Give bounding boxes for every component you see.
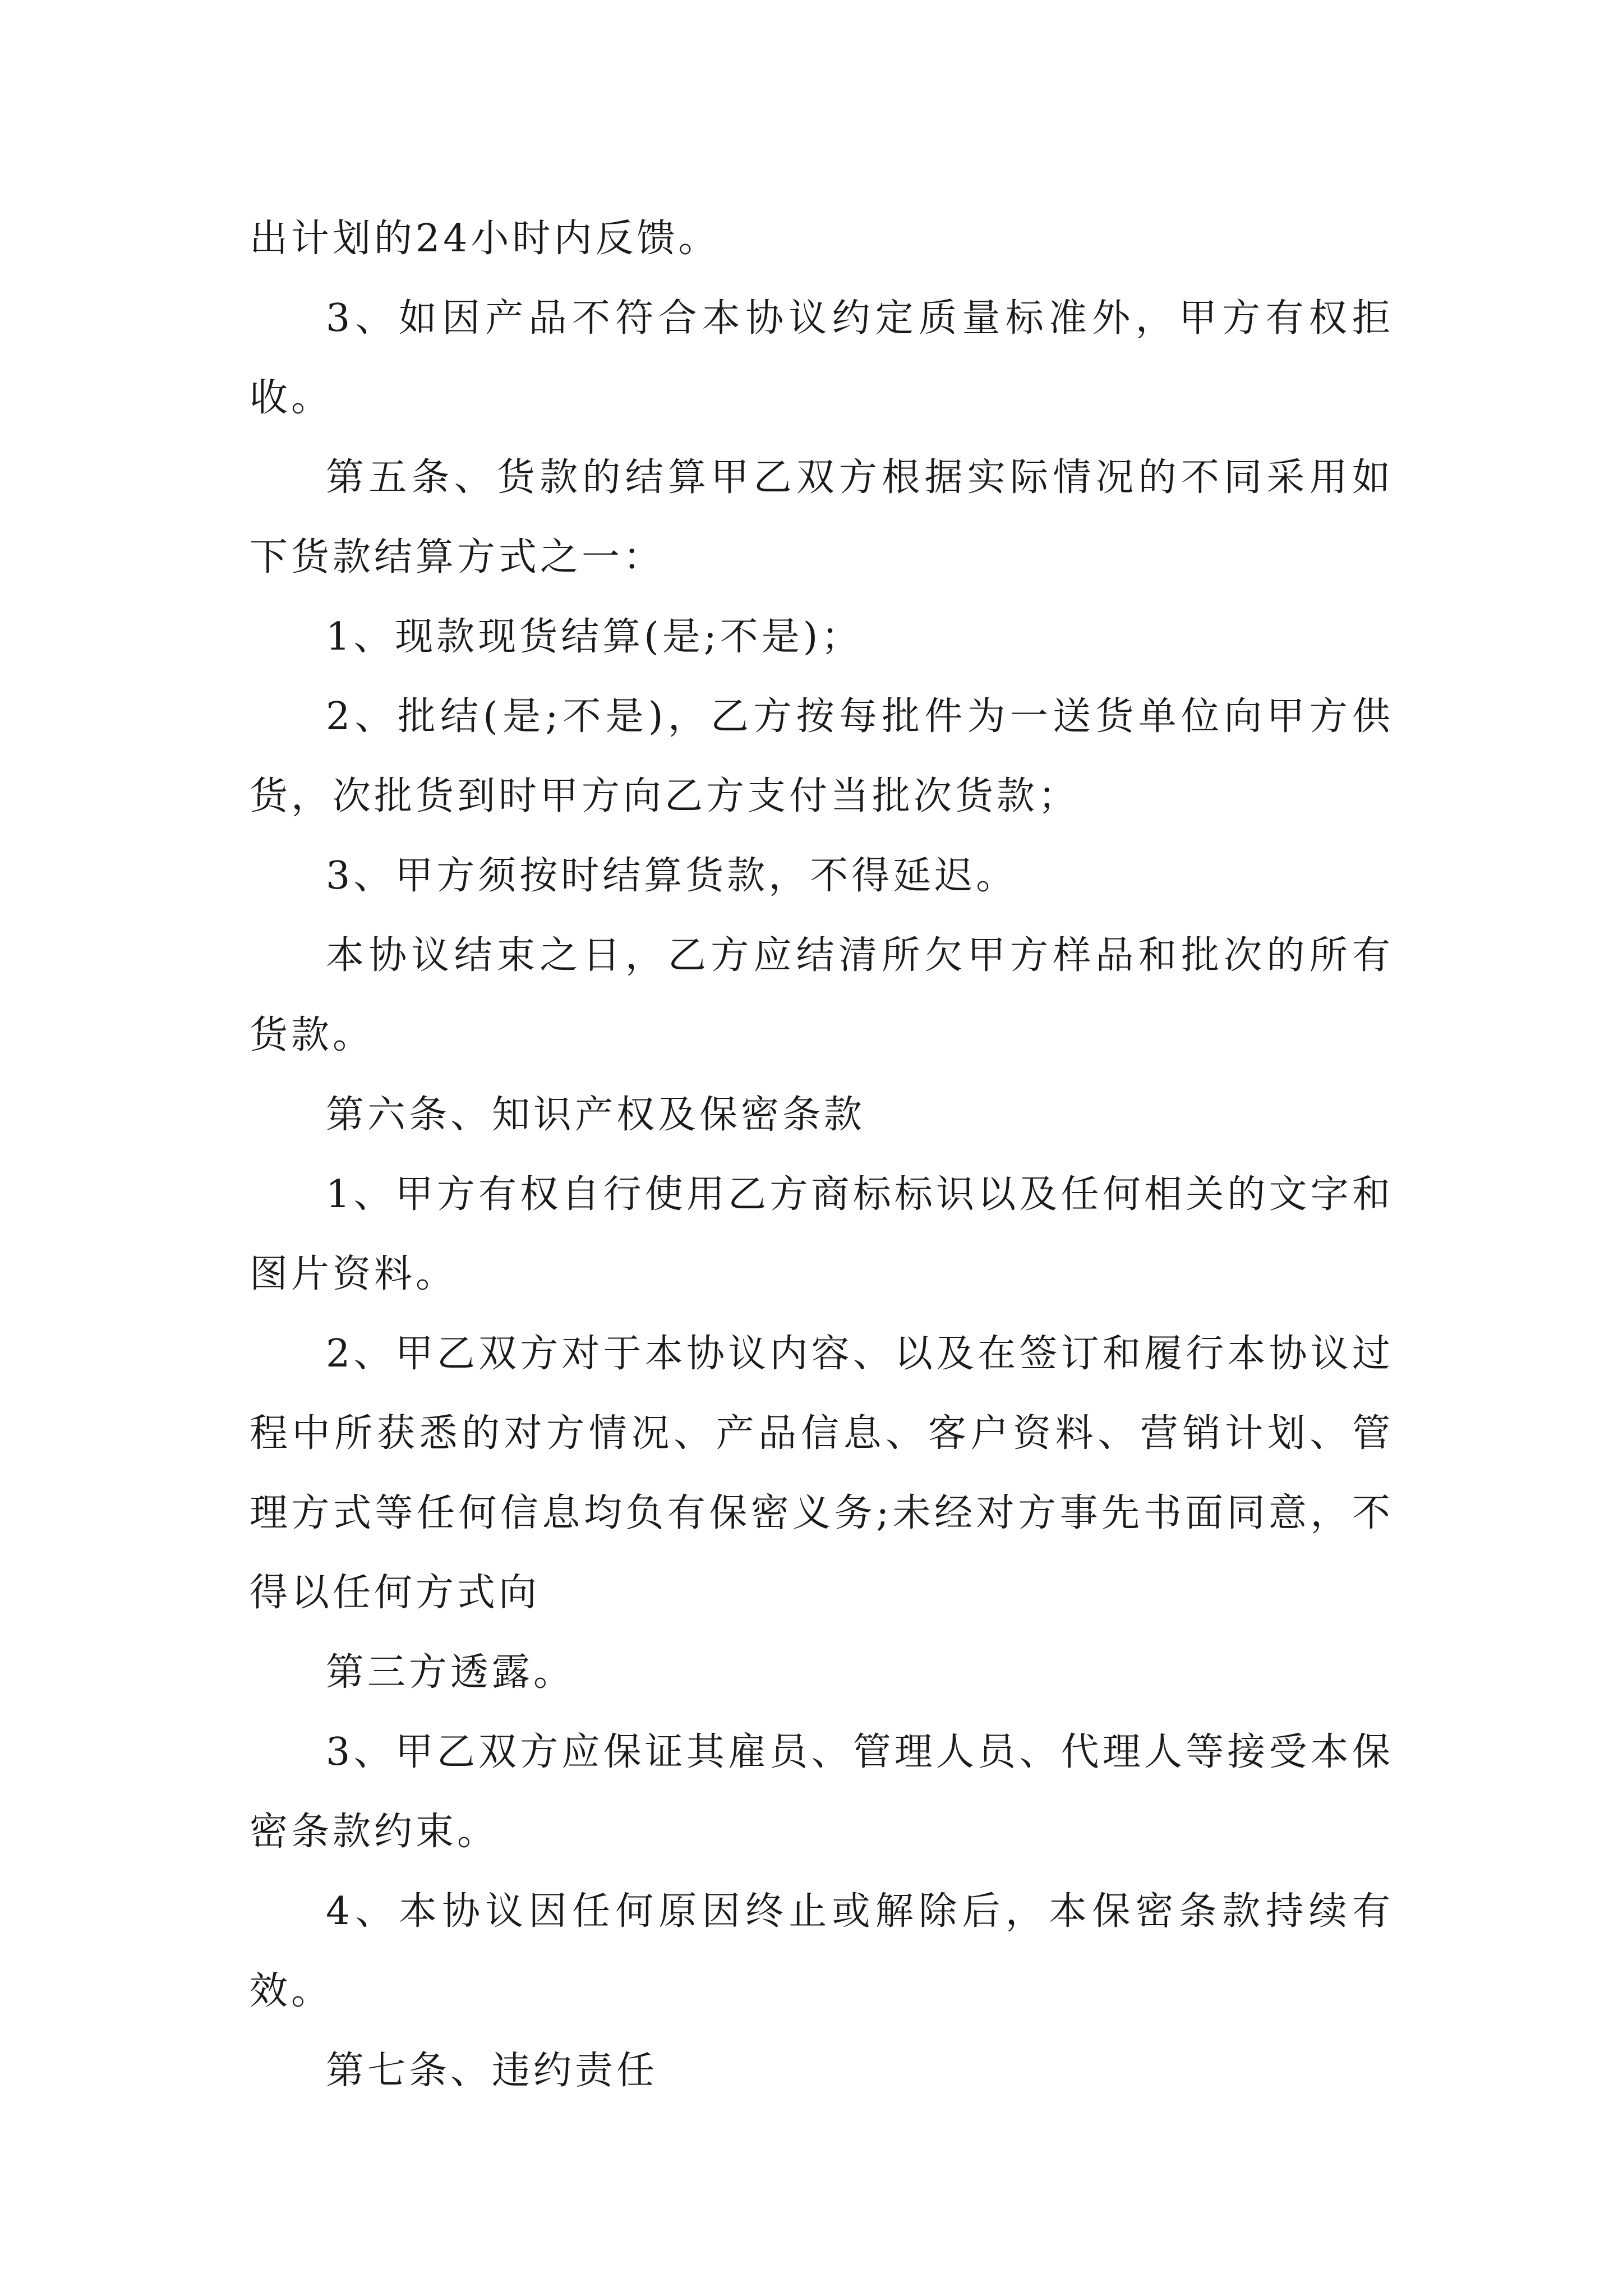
paragraph-third-party: 第三方透露。 — [326, 1650, 575, 1695]
paragraph-survival-clause: 4、本协议因任何原因终止或解除后，本保密条款持续有效。 — [250, 1889, 1394, 2013]
paragraph-trademark-use: 1、甲方有权自行使用乙方商标标识以及任何相关的文字和图片资料。 — [250, 1172, 1394, 1296]
paragraph-batch-settlement: 2、批结(是;不是)，乙方按每批件为一送货单位向甲方供货，次批货到时甲方向乙方支付当批次货款； — [250, 694, 1394, 818]
paragraph-quality-rejection: 3、如因产品不符合本协议约定质量标准外，甲方有权拒收。 — [250, 296, 1394, 420]
paragraph-confidentiality: 2、甲乙双方对于本协议内容、以及在签订和履行本协议过程中所获悉的对方情况、产品信息、客户资料、营销计划、管理方式等任何信息均负有保密义务;未经对方事先书面同意，不得以任何方式向 — [250, 1332, 1394, 1615]
paragraph-article-7-heading: 第七条、违约责任 — [326, 2049, 658, 2093]
paragraph-article-6-heading: 第六条、知识产权及保密条款 — [326, 1093, 866, 1137]
paragraph-employee-binding: 3、甲乙双方应保证其雇员、管理人员、代理人等接受本保密条款约束。 — [250, 1730, 1394, 1854]
paragraph-timely-payment: 3、甲方须按时结算货款，不得延迟。 — [326, 854, 1018, 898]
paragraph-cash-settlement: 1、现款现货结算(是;不是)； — [326, 615, 863, 659]
paragraph-feedback-deadline: 出计划的24小时内反馈。 — [250, 217, 720, 261]
paragraph-settle-all-payments: 本协议结束之日，乙方应结清所欠甲方样品和批次的所有货款。 — [250, 933, 1394, 1057]
paragraph-article-5-heading: 第五条、货款的结算甲乙双方根据实际情况的不同采用如下货款结算方式之一： — [250, 455, 1394, 579]
document-body — [250, 199, 1394, 2111]
